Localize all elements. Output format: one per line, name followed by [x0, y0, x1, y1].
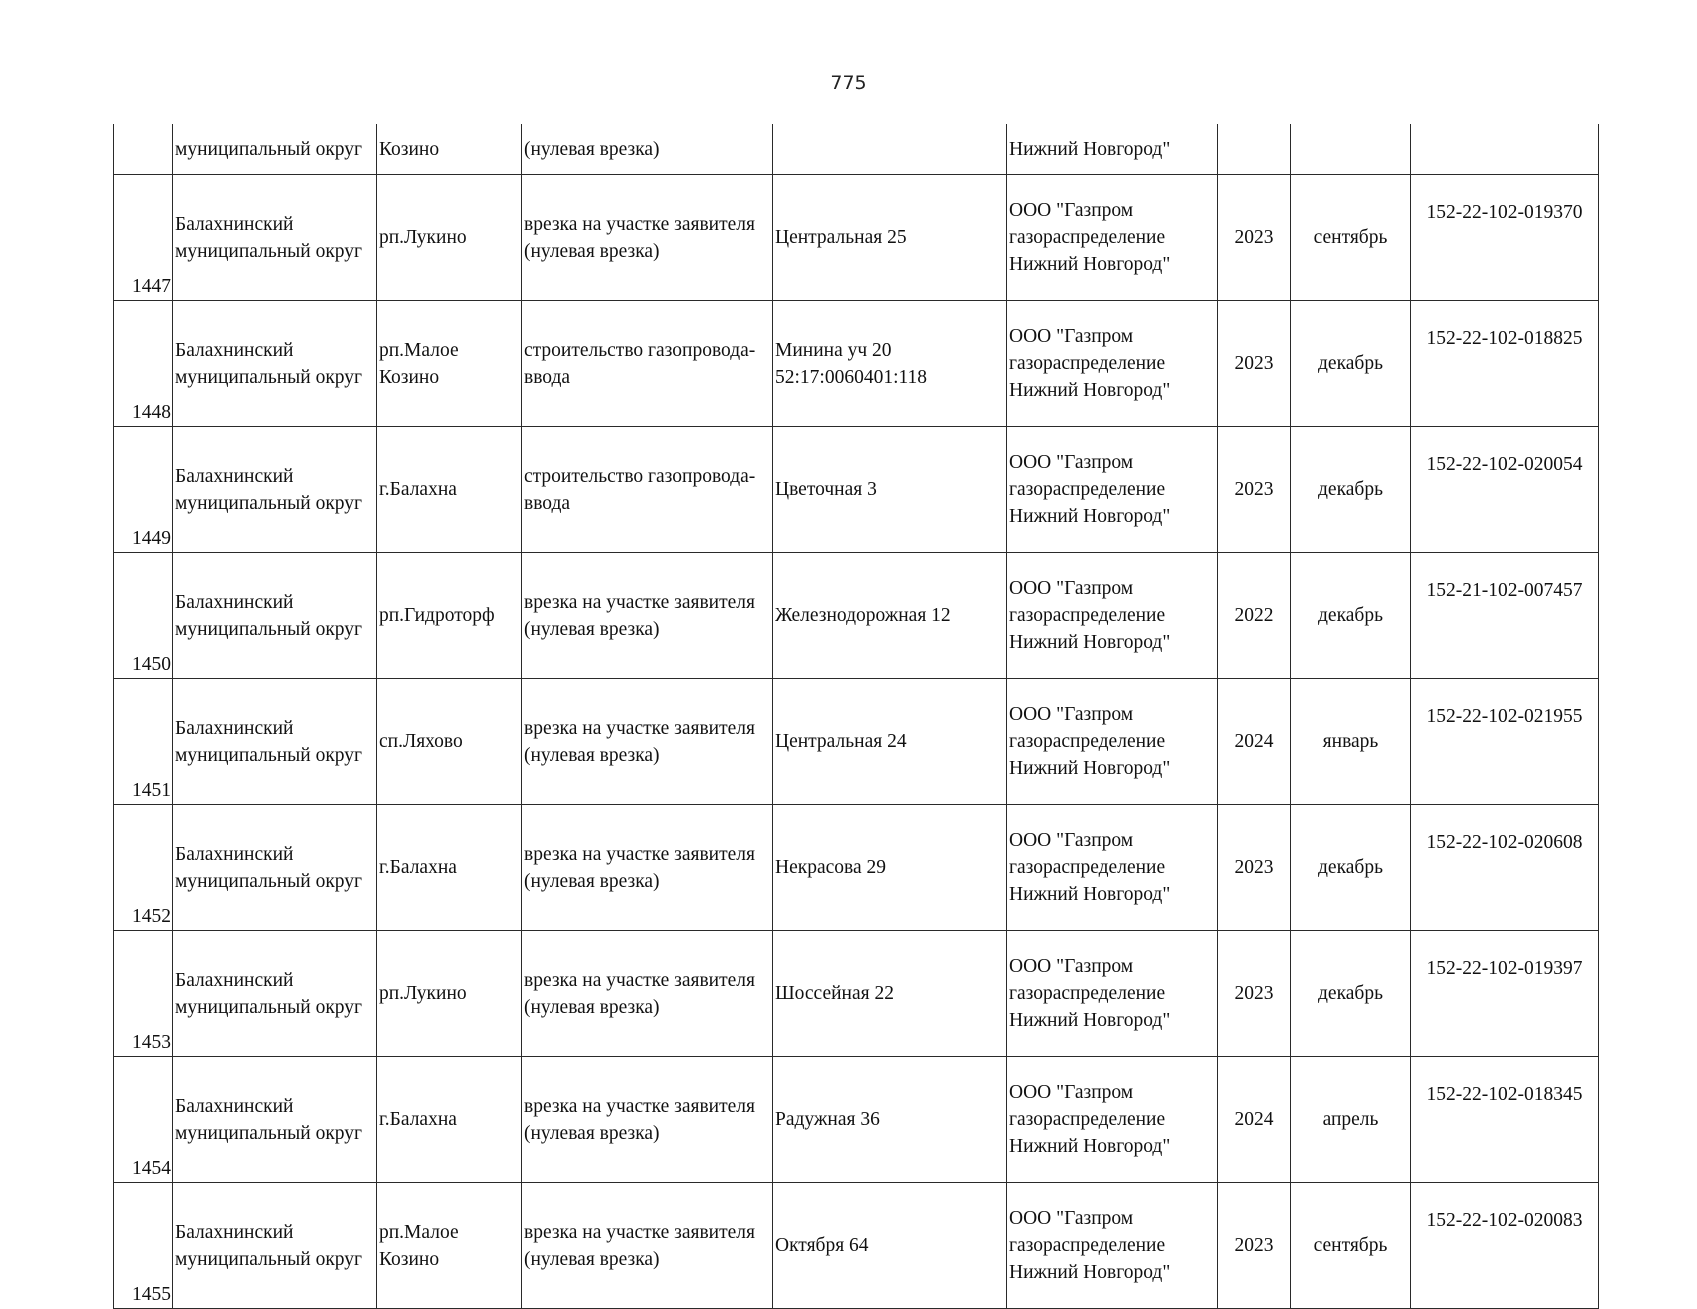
operator-cell	[1007, 427, 1218, 553]
year-cell	[1218, 301, 1291, 427]
cell-text-line: Нижний Новгород"	[1009, 506, 1171, 527]
gasification-table	[113, 124, 1599, 1309]
row-number-cell	[114, 679, 173, 805]
district-cell	[173, 175, 377, 301]
year-cell	[1218, 931, 1291, 1057]
year-cell	[1218, 679, 1291, 805]
table-row	[114, 805, 1599, 931]
row-number-cell	[114, 124, 173, 175]
month-cell	[1291, 1183, 1411, 1309]
settlement-cell	[377, 301, 522, 427]
district-cell	[173, 427, 377, 553]
month-cell	[1291, 124, 1411, 175]
operator-cell	[1007, 679, 1218, 805]
cell-text-line: газораспределение	[1009, 353, 1166, 374]
cell-text-line: ООО "Газпром	[1009, 830, 1134, 851]
month-cell	[1291, 679, 1411, 805]
cell-text: декабрь	[1318, 605, 1383, 626]
work-type-cell	[522, 124, 773, 175]
cell-text-line: (нулевая врезка)	[524, 138, 660, 160]
operator-cell	[1007, 175, 1218, 301]
cell-text-line: рп.Малое	[379, 339, 459, 361]
operator-cell	[1007, 124, 1218, 175]
cell-text-line: 52:17:0060401:118	[775, 366, 928, 388]
cell-text: 1455	[132, 1284, 171, 1305]
district-cell	[173, 805, 377, 931]
address-cell	[773, 1057, 1007, 1183]
district-cell	[173, 553, 377, 679]
cell-text-line: Балахнинский	[175, 213, 294, 235]
cell-text-line: Козино	[379, 1248, 440, 1270]
cell-text: сентябрь	[1313, 1235, 1388, 1256]
settlement-cell	[377, 553, 522, 679]
district-cell	[173, 1183, 377, 1309]
cell-text-line: (нулевая врезка)	[524, 744, 660, 766]
contract-id-cell	[1411, 1183, 1599, 1309]
table-row	[114, 1183, 1599, 1309]
district-cell	[173, 931, 377, 1057]
cell-text-line: Балахнинский	[175, 717, 294, 739]
table-row	[114, 679, 1599, 805]
work-type-cell	[522, 931, 773, 1057]
cell-text-line: ввода	[524, 492, 571, 514]
work-type-cell	[522, 1183, 773, 1309]
cell-text-line: врезка на участке заявителя	[524, 213, 755, 235]
row-number-cell	[114, 1183, 173, 1309]
cell-text-line: муниципальный округ	[175, 996, 363, 1018]
table-row	[114, 301, 1599, 427]
cell-text-line: муниципальный округ	[175, 1248, 363, 1270]
work-type-cell	[522, 301, 773, 427]
month-cell	[1291, 175, 1411, 301]
cell-text-line: Радужная 36	[775, 1109, 880, 1130]
contract-id-cell	[1411, 679, 1599, 805]
district-cell	[173, 124, 377, 175]
row-number-cell	[114, 175, 173, 301]
cell-text-line: Нижний Новгород"	[1009, 380, 1171, 401]
page-number: 775	[830, 72, 867, 94]
settlement-cell	[377, 427, 522, 553]
cell-text-line: (нулевая врезка)	[524, 1122, 660, 1144]
work-type-cell	[522, 427, 773, 553]
cell-text-line: Балахнинский	[175, 969, 294, 991]
cell-text-line: Козино	[379, 366, 440, 388]
cell-text-line: Нижний Новгород"	[1009, 884, 1171, 905]
cell-text-line: врезка на участке заявителя	[524, 1221, 755, 1243]
cell-text-line: Шоссейная 22	[775, 983, 894, 1004]
cell-text-line: муниципальный округ	[175, 492, 363, 514]
cell-text-line: Балахнинский	[175, 591, 294, 613]
address-cell	[773, 427, 1007, 553]
operator-cell	[1007, 1183, 1218, 1309]
cell-text-line: Центральная 24	[775, 731, 907, 752]
cell-text: 1447	[132, 276, 171, 297]
cell-text-line: газораспределение	[1009, 731, 1166, 752]
cell-text-line: рп.Малое	[379, 1221, 459, 1243]
cell-text-line: газораспределение	[1009, 479, 1166, 500]
cell-text-line: Нижний Новгород"	[1009, 1262, 1171, 1283]
address-cell	[773, 175, 1007, 301]
cell-text-line: рп.Лукино	[379, 227, 467, 248]
cell-text-line: г.Балахна	[379, 479, 457, 500]
cell-text: 2023	[1234, 857, 1274, 878]
cell-text-line: строительство газопровода-	[524, 465, 756, 487]
settlement-cell	[377, 1183, 522, 1309]
cell-text-line: Железнодорожная 12	[775, 605, 951, 626]
row-number-cell	[114, 931, 173, 1057]
month-cell	[1291, 805, 1411, 931]
cell-text-line: (нулевая врезка)	[524, 618, 660, 640]
month-cell	[1291, 427, 1411, 553]
district-cell	[173, 301, 377, 427]
cell-text: 152-22-102-019397	[1426, 958, 1583, 979]
month-cell	[1291, 553, 1411, 679]
settlement-cell	[377, 805, 522, 931]
cell-text: 2023	[1234, 983, 1274, 1004]
year-cell	[1218, 1057, 1291, 1183]
cell-text-line: Балахнинский	[175, 1095, 294, 1117]
cell-text-line: газораспределение	[1009, 857, 1166, 878]
table-row	[114, 553, 1599, 679]
cell-text-line: Минина уч 20	[775, 339, 892, 361]
cell-text: 152-22-102-019370	[1426, 202, 1583, 223]
cell-text-line: (нулевая врезка)	[524, 1248, 660, 1270]
cell-text-line: ООО "Газпром	[1009, 200, 1134, 221]
cell-text-line: газораспределение	[1009, 1235, 1166, 1256]
settlement-cell	[377, 124, 522, 175]
row-number-cell	[114, 805, 173, 931]
contract-id-cell	[1411, 805, 1599, 931]
cell-text-line: врезка на участке заявителя	[524, 969, 755, 991]
cell-text-line: Балахнинский	[175, 339, 294, 361]
row-number-cell	[114, 553, 173, 679]
work-type-cell	[522, 679, 773, 805]
cell-text-line: муниципальный округ	[175, 618, 363, 640]
operator-cell	[1007, 1057, 1218, 1183]
cell-text-line: ООО "Газпром	[1009, 1208, 1134, 1229]
cell-text: 152-21-102-007457	[1426, 580, 1583, 601]
operator-cell	[1007, 931, 1218, 1057]
cell-text-line: врезка на участке заявителя	[524, 591, 755, 613]
table-row	[114, 175, 1599, 301]
cell-text-line: ООО "Газпром	[1009, 704, 1134, 725]
cell-text-line: ввода	[524, 366, 571, 388]
row-number-cell	[114, 301, 173, 427]
cell-text: 2024	[1234, 731, 1274, 752]
cell-text: 1453	[132, 1032, 171, 1053]
row-number-cell	[114, 1057, 173, 1183]
cell-text-line: Центральная 25	[775, 227, 907, 248]
address-cell	[773, 301, 1007, 427]
table-row	[114, 124, 1599, 175]
cell-text-line: Балахнинский	[175, 843, 294, 865]
cell-text: 1452	[132, 906, 171, 927]
cell-text-line: сп.Ляхово	[379, 731, 463, 752]
cell-text-line: газораспределение	[1009, 1109, 1166, 1130]
cell-text-line: рп.Гидроторф	[379, 605, 495, 626]
cell-text: 2023	[1234, 353, 1274, 374]
cell-text: 152-22-102-018825	[1426, 328, 1583, 349]
cell-text: декабрь	[1318, 983, 1383, 1004]
settlement-cell	[377, 175, 522, 301]
cell-text-line: Балахнинский	[175, 465, 294, 487]
cell-text-line: (нулевая врезка)	[524, 996, 660, 1018]
month-cell	[1291, 301, 1411, 427]
cell-text-line: Некрасова 29	[775, 857, 887, 878]
cell-text-line: ООО "Газпром	[1009, 578, 1134, 599]
cell-text-line: ООО "Газпром	[1009, 1082, 1134, 1103]
settlement-cell	[377, 679, 522, 805]
table-row	[114, 931, 1599, 1057]
cell-text-line: Нижний Новгород"	[1009, 1010, 1171, 1031]
contract-id-cell	[1411, 301, 1599, 427]
district-cell	[173, 679, 377, 805]
cell-text: декабрь	[1318, 479, 1383, 500]
cell-text-line: муниципальный округ	[175, 240, 363, 262]
cell-text-line: ООО "Газпром	[1009, 956, 1134, 977]
operator-cell	[1007, 805, 1218, 931]
cell-text: 2024	[1234, 1109, 1274, 1130]
address-cell	[773, 805, 1007, 931]
cell-text: 2023	[1234, 479, 1274, 500]
cell-text-line: врезка на участке заявителя	[524, 1095, 755, 1117]
district-cell	[173, 1057, 377, 1183]
cell-text: 152-22-102-021955	[1426, 706, 1583, 727]
cell-text: 1448	[132, 402, 171, 423]
cell-text-line: (нулевая врезка)	[524, 240, 660, 262]
month-cell	[1291, 931, 1411, 1057]
cell-text-line: муниципальный округ	[175, 744, 363, 766]
address-cell	[773, 931, 1007, 1057]
cell-text: 152-22-102-020083	[1426, 1210, 1583, 1231]
cell-text-line: врезка на участке заявителя	[524, 843, 755, 865]
cell-text: 2022	[1234, 605, 1274, 626]
cell-text-line: Нижний Новгород"	[1009, 632, 1171, 653]
cell-text-line: ООО "Газпром	[1009, 326, 1134, 347]
year-cell	[1218, 124, 1291, 175]
year-cell	[1218, 427, 1291, 553]
contract-id-cell	[1411, 931, 1599, 1057]
cell-text-line: муниципальный округ	[175, 870, 363, 892]
year-cell	[1218, 1183, 1291, 1309]
cell-text: 1450	[132, 654, 171, 675]
cell-text-line: Балахнинский	[175, 1221, 294, 1243]
cell-text-line: строительство газопровода-	[524, 339, 756, 361]
cell-text: 1449	[132, 528, 171, 549]
contract-id-cell	[1411, 1057, 1599, 1183]
cell-text: декабрь	[1318, 353, 1383, 374]
cell-text-line: ООО "Газпром	[1009, 452, 1134, 473]
contract-id-cell	[1411, 175, 1599, 301]
cell-text-line: врезка на участке заявителя	[524, 717, 755, 739]
work-type-cell	[522, 1057, 773, 1183]
table-row	[114, 1057, 1599, 1183]
cell-text-line: г.Балахна	[379, 1109, 457, 1130]
contract-id-cell	[1411, 427, 1599, 553]
address-cell	[773, 553, 1007, 679]
contract-id-cell	[1411, 124, 1599, 175]
cell-text-line: газораспределение	[1009, 983, 1166, 1004]
cell-text-line: Нижний Новгород"	[1009, 758, 1171, 779]
table-row	[114, 427, 1599, 553]
cell-text-line: муниципальный округ	[175, 366, 363, 388]
cell-text-line: муниципальный округ	[175, 138, 363, 160]
operator-cell	[1007, 301, 1218, 427]
cell-text: 1454	[132, 1158, 171, 1179]
cell-text: сентябрь	[1313, 227, 1388, 248]
cell-text-line: (нулевая врезка)	[524, 870, 660, 892]
cell-text-line: Октября 64	[775, 1235, 869, 1256]
settlement-cell	[377, 1057, 522, 1183]
table-body	[114, 124, 1599, 1309]
work-type-cell	[522, 175, 773, 301]
cell-text: 2023	[1234, 227, 1274, 248]
cell-text-line: газораспределение	[1009, 227, 1166, 248]
year-cell	[1218, 553, 1291, 679]
cell-text-line: муниципальный округ	[175, 1122, 363, 1144]
cell-text: 152-22-102-018345	[1426, 1084, 1583, 1105]
cell-text-line: Нижний Новгород"	[1009, 138, 1171, 160]
cell-text-line: рп.Лукино	[379, 983, 467, 1004]
cell-text: декабрь	[1318, 857, 1383, 878]
cell-text-line: г.Балахна	[379, 857, 457, 878]
cell-text: январь	[1322, 731, 1379, 752]
cell-text: 1451	[132, 780, 171, 801]
month-cell	[1291, 1057, 1411, 1183]
cell-text-line: Цветочная 3	[775, 479, 877, 500]
address-cell	[773, 124, 1007, 175]
work-type-cell	[522, 553, 773, 679]
cell-text: 2023	[1234, 1235, 1274, 1256]
cell-text: апрель	[1322, 1109, 1379, 1130]
cell-text-line: Козино	[379, 138, 440, 160]
cell-text: 152-22-102-020054	[1426, 454, 1583, 475]
cell-text-line: Нижний Новгород"	[1009, 254, 1171, 275]
settlement-cell	[377, 931, 522, 1057]
cell-text-line: газораспределение	[1009, 605, 1166, 626]
address-cell	[773, 679, 1007, 805]
year-cell	[1218, 175, 1291, 301]
year-cell	[1218, 805, 1291, 931]
work-type-cell	[522, 805, 773, 931]
cell-text-line: Нижний Новгород"	[1009, 1136, 1171, 1157]
address-cell	[773, 1183, 1007, 1309]
contract-id-cell	[1411, 553, 1599, 679]
cell-text: 152-22-102-020608	[1426, 832, 1583, 853]
row-number-cell	[114, 427, 173, 553]
operator-cell	[1007, 553, 1218, 679]
